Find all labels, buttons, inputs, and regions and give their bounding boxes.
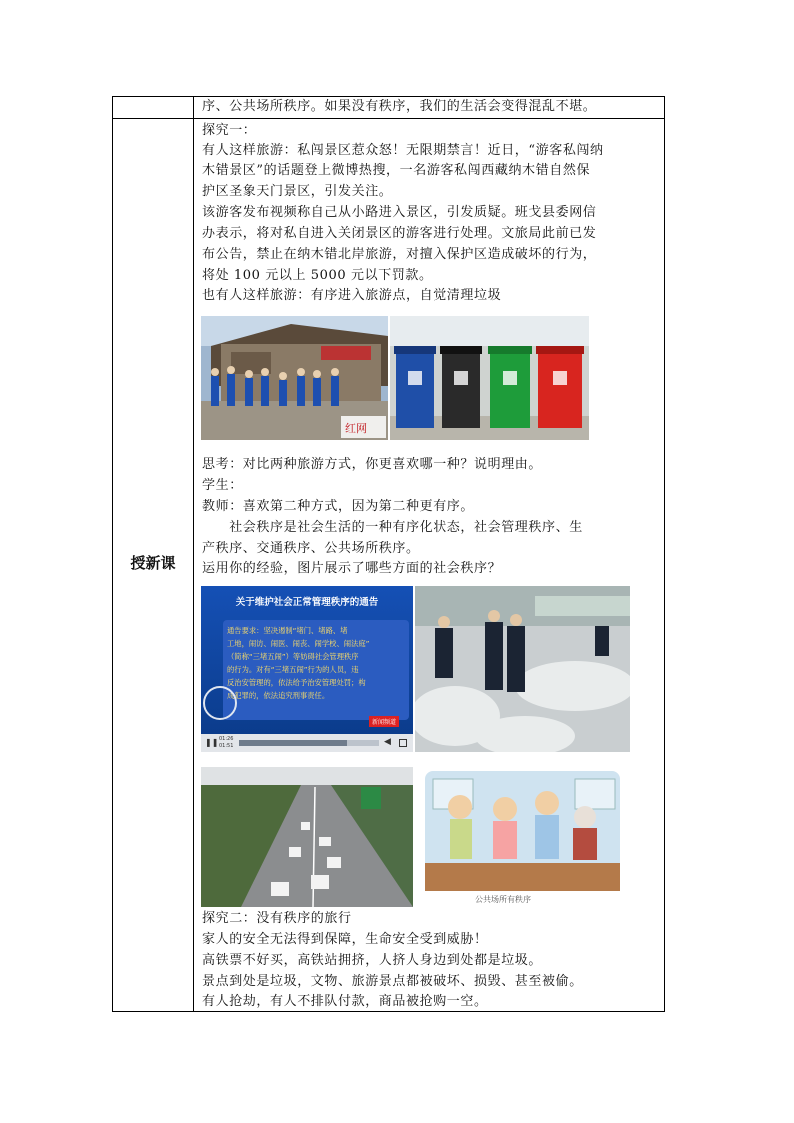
- channel-badge: 新闻频道: [369, 716, 399, 727]
- notice-line: 通告要求：坚决遏制“堵门、堵路、堵: [227, 626, 348, 635]
- ring-graphic: [203, 686, 237, 720]
- text-line: 运用你的经验，图片展示了哪些方面的社会秩序？: [202, 561, 502, 576]
- photo-logo: 红网: [345, 422, 367, 435]
- row1-text: 序、公共场所秩序。如果没有秩序，我们的生活会变得混乱不堪。: [202, 99, 597, 114]
- pause-icon[interactable]: ❚❚: [205, 738, 219, 747]
- text-line: 产秩序、交通秩序、公共场所秩序。: [202, 541, 420, 556]
- text-line: 社会秩序是社会生活的一种有序化状态，社会管理秩序、生: [202, 520, 583, 535]
- photo-traffic: [201, 767, 413, 907]
- text-line: 学生：: [202, 478, 243, 493]
- text-line: 护区圣象天门景区，引发关注。: [202, 184, 393, 199]
- photo-orderly-tour: [201, 316, 388, 440]
- text-line: 家人的安全无法得到保障，生命安全受到威胁！: [202, 932, 488, 947]
- text-line: 有人这样旅游：私闯景区惹众怒！无限期禁言！近日，“游客私闯纳: [202, 143, 604, 158]
- notice-line: 工地，闹访、闹医、闹丧、闹学校、闹法庭”: [227, 639, 370, 648]
- notice-video: [201, 586, 413, 752]
- time-current: 01:26: [219, 736, 234, 742]
- notice-line: 成犯罪的，依法追究刑事责任。: [227, 691, 330, 700]
- text-line: 思考：对比两种旅游方式，你更喜欢哪一种？说明理由。: [202, 457, 543, 472]
- progress-fill: [239, 740, 347, 746]
- lesson-table: [112, 96, 665, 1012]
- time-total: 01:51: [219, 743, 234, 749]
- text-line: 景点到处是垃圾，文物、旅游景点都被破坏、损毁、甚至被偷。: [202, 974, 583, 989]
- text-line: 高铁票不好买，高铁站拥挤，人挤人身边到处都是垃圾。: [202, 953, 543, 968]
- notice-line: （简称“三堵五闹”）等妨碍社会管理秩序: [227, 652, 359, 661]
- text-line: 也有人这样旅游：有序进入旅游点，自觉清理垃圾: [202, 288, 502, 303]
- text-line: 探究二：没有秩序的旅行: [202, 911, 352, 926]
- text-line: 办表示，将对私自进入关闭景区的游客进行处理。文旅局此前已发: [202, 226, 597, 241]
- photo-trash-bins: [390, 316, 589, 440]
- photo-police: [415, 586, 630, 752]
- text-line: 布公告，禁止在纳木错北岸旅游，对擅入保护区造成破坏的行为，: [202, 247, 597, 262]
- volume-icon[interactable]: ◀: [384, 737, 391, 747]
- text-line: 探究一：: [202, 123, 257, 138]
- table-row: [113, 97, 664, 119]
- text-line: 有人抢劫，有人不排队付款，商品被抢购一空。: [202, 994, 488, 1009]
- section-label: 授新课: [130, 554, 176, 572]
- text-line: 将处 100 元以上 5000 元以下罚款。: [202, 268, 433, 283]
- cartoon-caption: 公共场所有秩序: [475, 895, 531, 904]
- notice-line: 反治安管理的，依法给予治安管理处罚；构: [227, 678, 366, 687]
- text-line: 木错景区”的话题登上微博热搜，一名游客私闯西藏纳木错自然保: [202, 163, 591, 178]
- progress-track[interactable]: [239, 740, 379, 746]
- notice-line: 的行为。对有“三堵五闹”行为的人员，违: [227, 665, 359, 674]
- text-line: 该游客发布视频称自己从小路进入景区，引发质疑。班戈县委网信: [202, 205, 597, 220]
- video-controls: [201, 734, 413, 752]
- column-divider: [193, 97, 194, 1011]
- fullscreen-icon[interactable]: [399, 739, 407, 747]
- notice-title: 关于维护社会正常管理秩序的通告: [235, 597, 379, 608]
- text-line: 教师：喜欢第二种方式，因为第二种更有序。: [202, 499, 475, 514]
- photo-cartoon: [415, 767, 630, 907]
